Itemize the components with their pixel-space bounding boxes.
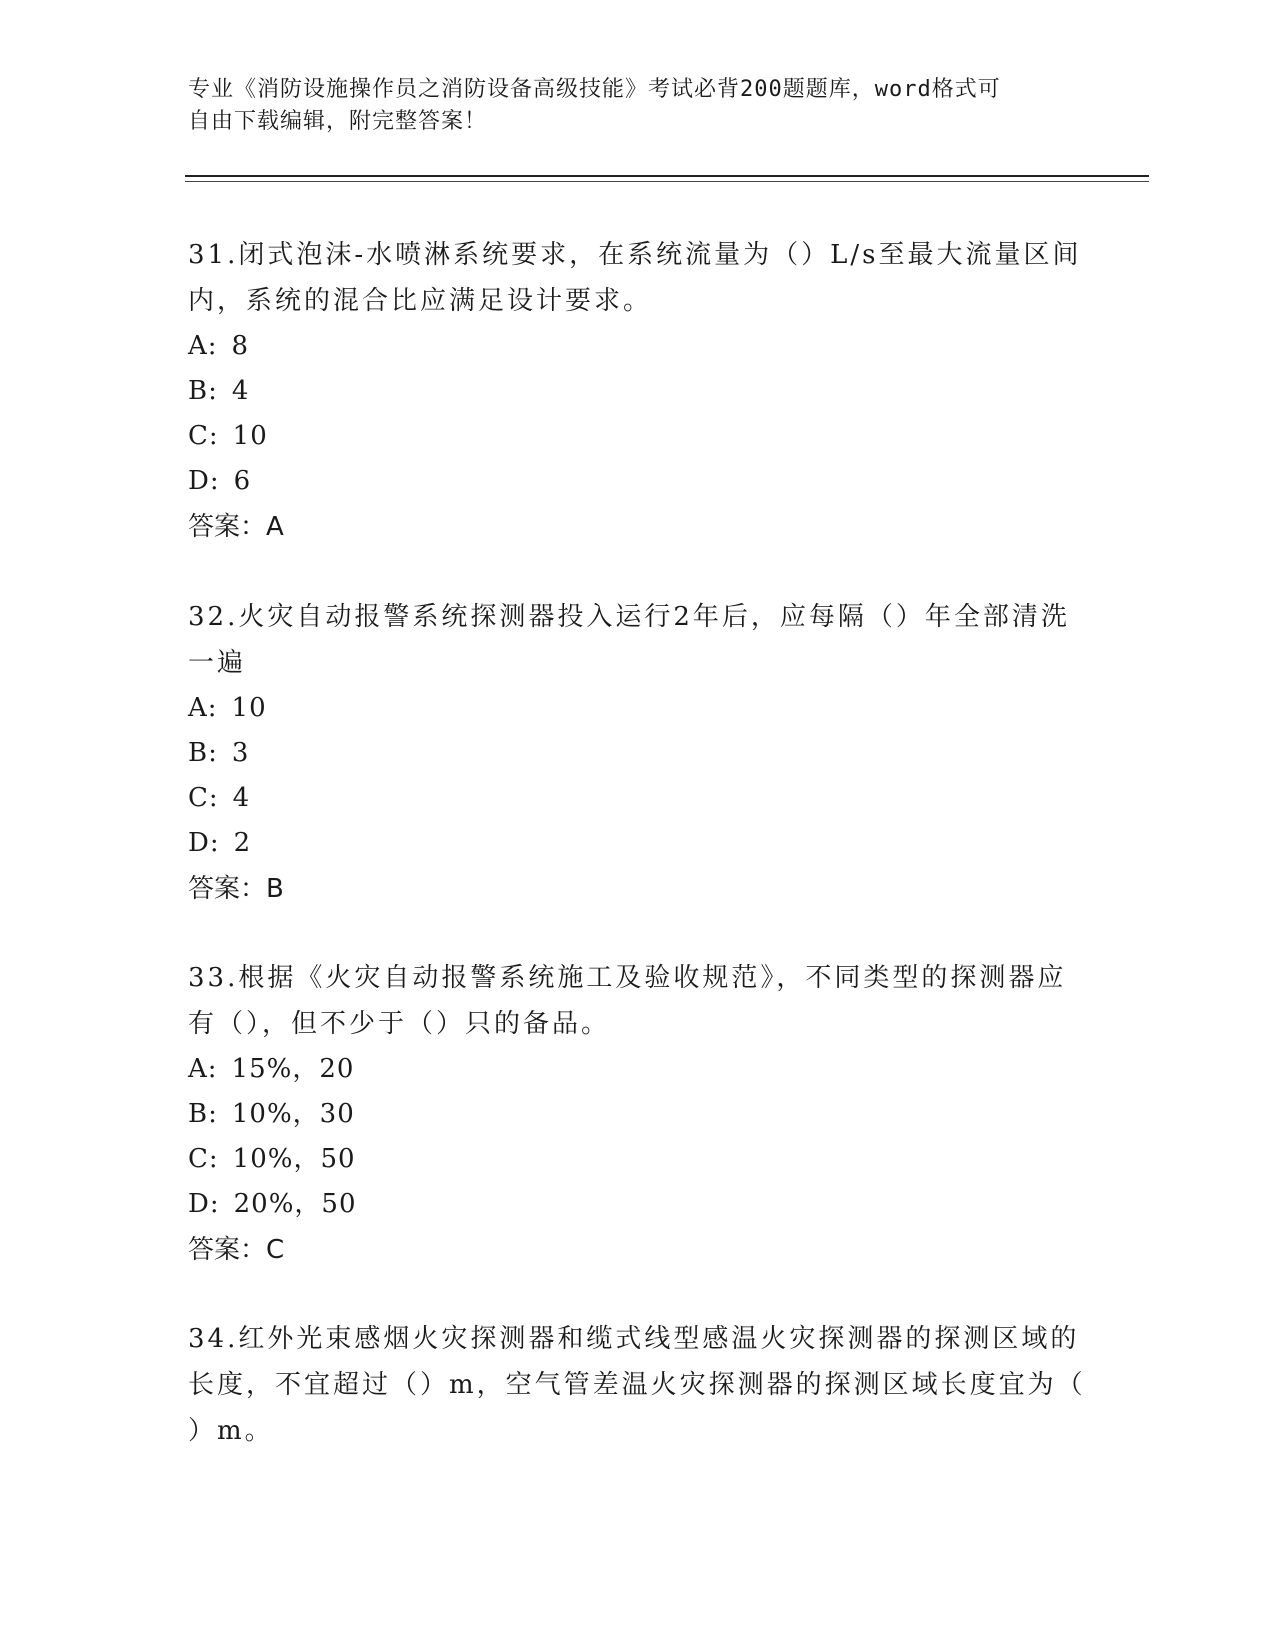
document-header [188,74,1068,138]
option-label: A: [188,693,218,723]
stem-line: 31.闭式泡沫-水喷淋系统要求，在系统流量为（）L/s至最大流量区间 [188,240,1082,270]
option-label: B: [188,376,218,406]
option-label: C: [188,1144,219,1174]
option-text: 10%，30 [231,1099,355,1129]
option-c [188,776,1088,821]
option-label: D: [188,828,220,858]
option-a [188,686,1088,731]
option-a [188,1047,1088,1092]
option-text: 6 [233,466,252,496]
option-text: 10 [231,693,267,723]
question-stem [188,955,1088,1047]
question-33 [188,955,1088,1273]
stem-line: 34.红外光束感烟火灾探测器和缆式线型感温火灾探测器的探测区域的 [188,1324,1080,1354]
option-b [188,1092,1088,1137]
stem-line: 一遍 [188,648,247,678]
option-b [188,369,1088,414]
stem-line: ）m。 [188,1416,274,1446]
option-b [188,731,1088,776]
option-text: 4 [232,783,251,813]
option-text: 20%，50 [233,1189,357,1219]
option-d [188,459,1088,504]
question-31 [188,232,1088,550]
option-d [188,1182,1088,1227]
question-stem [188,1316,1088,1454]
question-32 [188,594,1088,912]
option-label: B: [188,738,218,768]
option-text: 4 [231,376,250,406]
question-34 [188,1316,1088,1454]
option-label: D: [188,466,220,496]
header-line-2: 自由下载编辑，附完整答案！ [188,109,488,134]
option-text: 15%，20 [231,1054,355,1084]
answer: 答案：A [188,512,284,542]
option-d [188,821,1088,866]
answer: 答案：C [188,1235,285,1265]
stem-line: 33.根据《火灾自动报警系统施工及验收规范》，不同类型的探测器应 [188,963,1067,993]
stem-line: 32.火灾自动报警系统探测器投入运行2年后，应每隔（）年全部清洗 [188,602,1070,632]
option-text: 10 [232,421,268,451]
option-label: A: [188,1054,218,1084]
header-rule-thin [185,181,1149,182]
option-label: B: [188,1099,218,1129]
option-a [188,324,1088,369]
option-text: 10%，50 [232,1144,356,1174]
option-label: C: [188,421,219,451]
option-label: A: [188,331,218,361]
stem-line: 有（），但不少于（）只的备品。 [188,1009,611,1039]
option-text: 3 [231,738,250,768]
question-stem [188,594,1088,686]
question-stem [188,232,1088,324]
answer: 答案：B [188,874,284,904]
option-c [188,1137,1088,1182]
option-text: 2 [233,828,252,858]
option-label: D: [188,1189,220,1219]
option-text: 8 [231,331,250,361]
option-label: C: [188,783,219,813]
stem-line: 内，系统的混合比应满足设计要求。 [188,286,653,316]
header-rule-thick [185,175,1149,177]
stem-line: 长度，不宜超过（）m，空气管差温火灾探测器的探测区域长度宜为（ [188,1370,1086,1400]
header-line-1: 专业《消防设施操作员之消防设备高级技能》考试必背200题题库，word格式可 [188,77,1001,102]
option-c [188,414,1088,459]
